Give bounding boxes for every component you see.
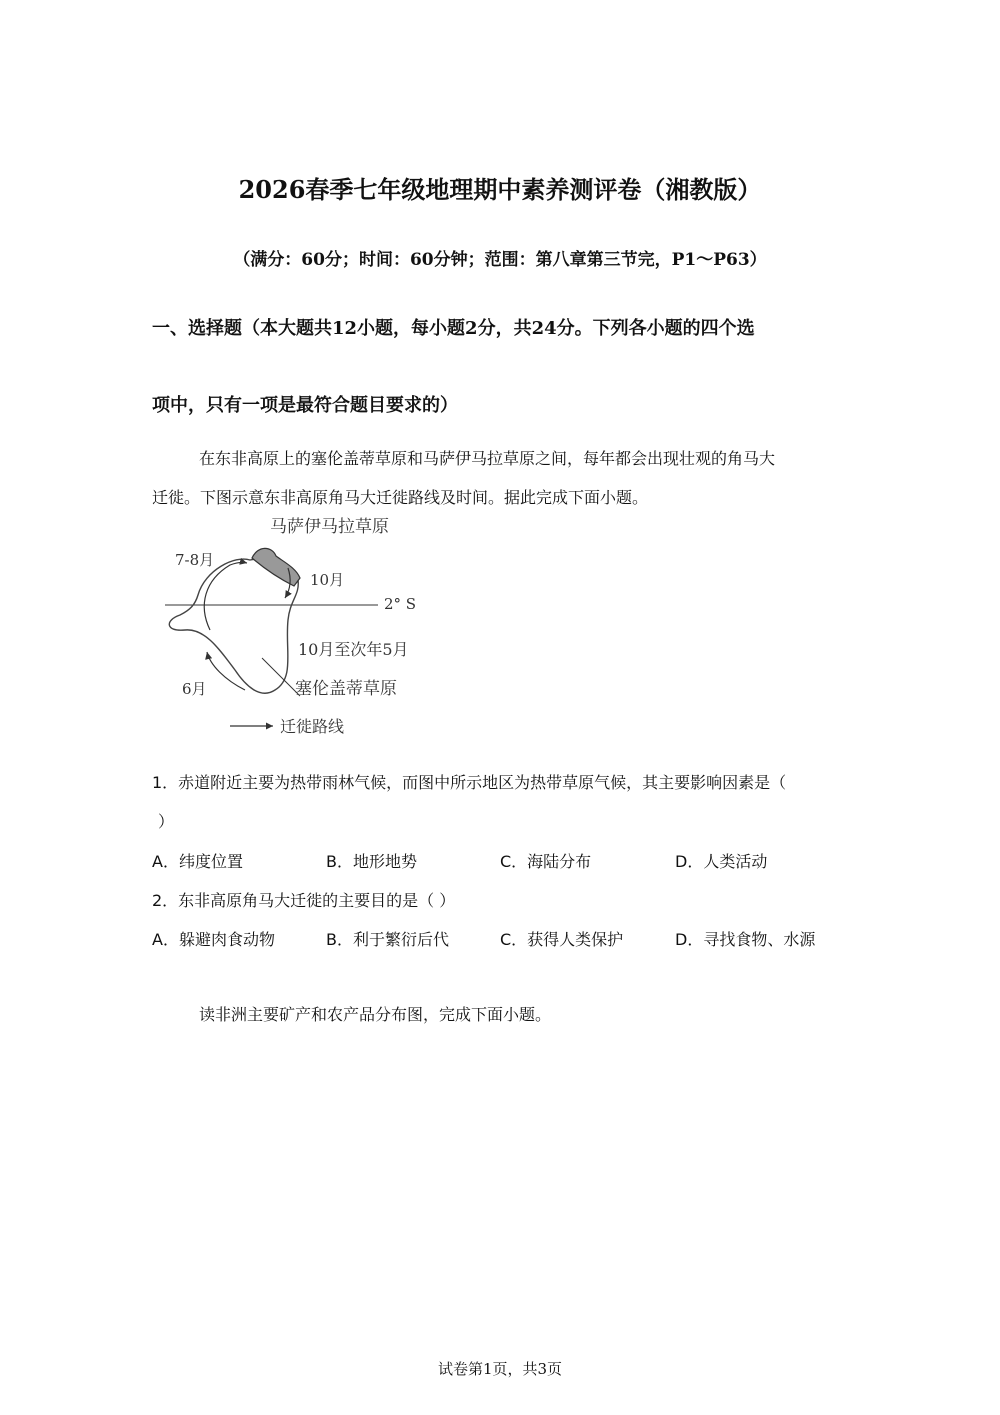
passage1-line1: 在东非高原上的塞伦盖蒂草原和马萨伊马拉草原之间，每年都会出现壮观的角马大 [199,449,776,468]
passage1-line2: 迁徙。下图示意东非高原角马大迁徙路线及时间。据此完成下面小题。 [152,488,649,507]
q1-option-a: A．纬度位置 [152,852,243,871]
label-october: 10月 [310,571,345,589]
q2-option-d: D．寻找食物、水源 [675,930,816,949]
passage2: 读非洲主要矿产和农产品分布图，完成下面小题。 [199,1005,552,1024]
label-serengeti: 塞伦盖蒂草原 [295,679,397,699]
legend-label: 迁徙路线 [280,717,345,736]
label-masai-mara: 马萨伊马拉草原 [270,517,389,537]
page-footer: 试卷第1页，共3页 [437,1360,563,1378]
q1-option-b: B．地形地势 [326,852,417,871]
q1-option-d: D．人类活动 [675,852,768,871]
question2-stem: 2．东非高原角马大迁徙的主要目的是（ ） [152,891,456,910]
q2-option-a: A．躲避肉食动物 [152,930,275,949]
page-title: 2026春季七年级地理期中素养测评卷（湘教版） [238,175,762,204]
question1-stem-line2: ） [158,812,175,831]
migration-map-figure [150,510,440,745]
region-outline [169,559,298,694]
question1-stem-line1: 1．赤道附近主要为热带雨林气候，而图中所示地区为热带草原气候，其主要影响因素是（ [152,773,787,792]
q1-option-c: C．海陆分布 [500,852,592,871]
label-june: 6月 [182,680,207,698]
exam-info: （满分：60分；时间：60分钟；范围：第八章第三节完，P1～P63） [233,250,767,270]
label-jul-aug: 7-8月 [175,551,215,569]
q2-option-b: B．利于繁衍后代 [326,930,449,949]
section-heading-line1: 一、选择题（本大题共12小题，每小题2分，共24分。下列各小题的四个选 [152,318,755,339]
section-heading-line2: 项中，只有一项是最符合题目要求的） [152,395,458,416]
migration-arrow-north [204,562,247,630]
masai-mara-area [252,548,300,586]
label-oct-may: 10月至次年5月 [298,640,409,659]
q2-option-c: C．获得人类保护 [500,930,624,949]
label-latitude: 2° S [384,595,417,613]
